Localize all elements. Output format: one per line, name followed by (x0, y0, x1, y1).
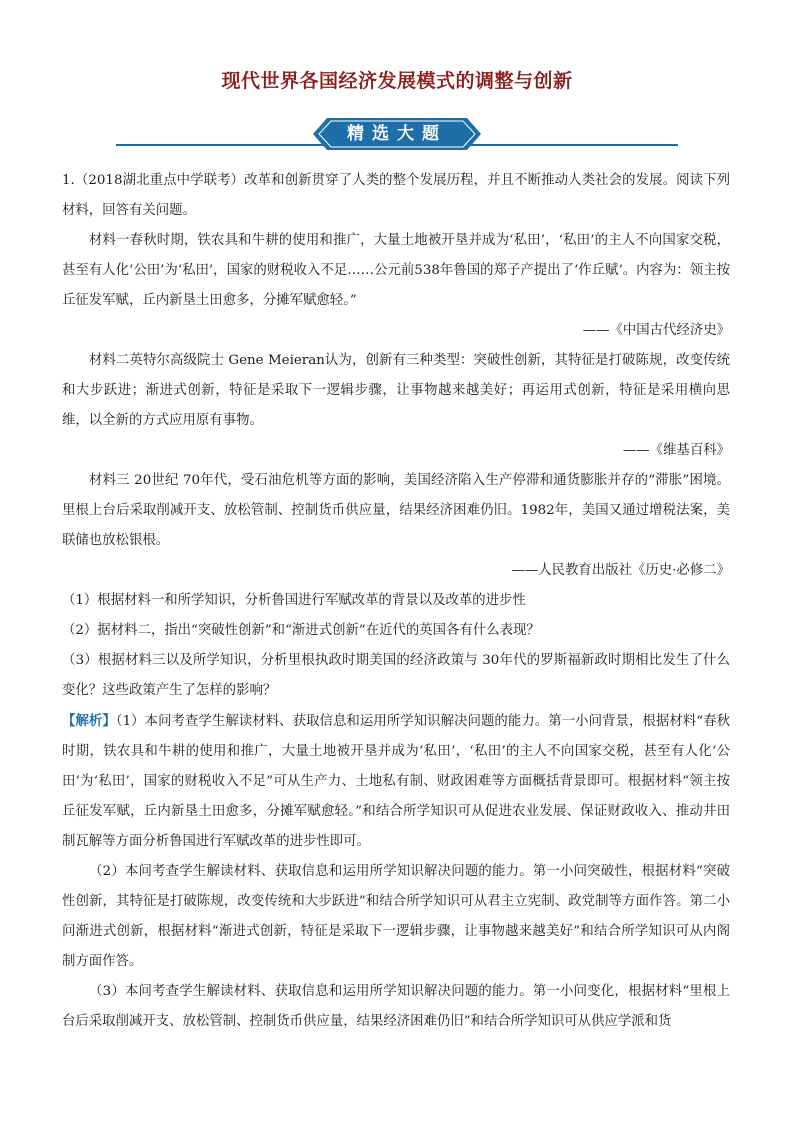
question-content (62, 166, 730, 1037)
analysis-part-1 (62, 706, 730, 857)
analysis-tag: 【解析】 (62, 713, 116, 729)
material-2-source: ——《维基百科》 (622, 443, 730, 458)
analysis-part-1-text: （1）本问考查学生解读材料、获取信息和运用所学知识解决问题的能力。第一小问背景，根据材料“春秋时期，铁农具和牛耕的使用和推广，大量土地被开垦并成为‘私田’，‘私田’的主人不向国家交税，甚至有人化‘公田’为‘私田’，国家的财税收入不足”可从生产力、土地私有制、财政困难等方面概括背景即可。根据材料“领主按丘征发军赋，丘内新垦土田愈多，分摊军赋愈轻。”和结合所学知识可从促进农业发展、保证财政收入、推动井田制瓦解等方面分析鲁国进行军赋改革的进步性即可。 (62, 714, 731, 849)
analysis-part-3: （3）本问考查学生解读材料、获取信息和运用所学知识解决问题的能力。第一小问变化，根据材料“里根上台后采取削减开支、放松管制、控制货币供应量，结果经济困难仍旧”和结合所学知识可从供应学派和货 (62, 984, 730, 1029)
analysis-part-2: （2）本问考查学生解读材料、获取信息和运用所学知识解决问题的能力。第一小问突破性，根据材料“突破性创新，其特征是打破陈规，改变传统和大步跃进”和结合所学知识可从君主立宪制、政党制等方面作答。第二小问渐进式创新，根据材料“渐进式创新，特征是采取下一逻辑步骤，让事物越来越美好”和结合所学知识可从内阁制方面作答。 (62, 864, 730, 969)
material-3-source: ——人民教育出版社《历史·必修二》 (511, 563, 730, 578)
material-3: 材料三 20世纪 70年代，受石油危机等方面的影响，美国经济陷入生产停滞和通货膨胀并存的“滞胀”困境。里根上台后采取削减开支、放松管制、控制货币供应量，结果经济困难仍旧。1982年，美国又通过增税法案，美联储也放松银根。 (62, 473, 730, 548)
material-1-source: ——《中国古代经济史》 (582, 323, 730, 338)
banner-label: 精选大题 (347, 124, 447, 144)
section-banner (116, 114, 678, 154)
material-2: 材料二英特尔高级院士 Gene Meieran认为，创新有三种类型：突破性创新，其特征是打破陈规，改变传统和大步跃进；渐进式创新，特征是采取下一逻辑步骤，让事物越来越美好；再运用式创新，特征是采用横向思维，以全新的方式应用原有事物。 (62, 353, 730, 428)
page-title: 现代世界各国经济发展模式的调整与创新 (221, 70, 573, 92)
sub-question-2: （2）据材料二，指出“突破性创新”和“渐进式创新”在近代的英国各有什么表现？ (62, 623, 540, 638)
sub-question-1: （1）根据材料一和所学知识，分析鲁国进行军赋改革的背景以及改革的进步性 (62, 593, 526, 608)
sub-question-3: （3）根据材料三以及所学知识，分析里根执政时期美国的经济政策与 30年代的罗斯福新政时期相比发生了什么变化？这些政策产生了怎样的影响？ (62, 653, 730, 698)
banner-badge (313, 118, 481, 150)
question-intro: 1.（2018湖北重点中学联考）改革和创新贯穿了人类的整个发展历程，并且不断推动人类社会的发展。阅读下列材料，回答有关问题。 (62, 173, 730, 218)
material-1: 材料一春秋时期，铁农具和牛耕的使用和推广，大量土地被开垦并成为‘私田’，‘私田’的主人不向国家交税，甚至有人化‘公田’为‘私田’，国家的财税收入不足……公元前538年鲁国的郑子产提出了‘作丘赋’。内容为：领主按丘征发军赋，丘内新垦土田愈多，分摊军赋愈轻。” (62, 233, 730, 308)
